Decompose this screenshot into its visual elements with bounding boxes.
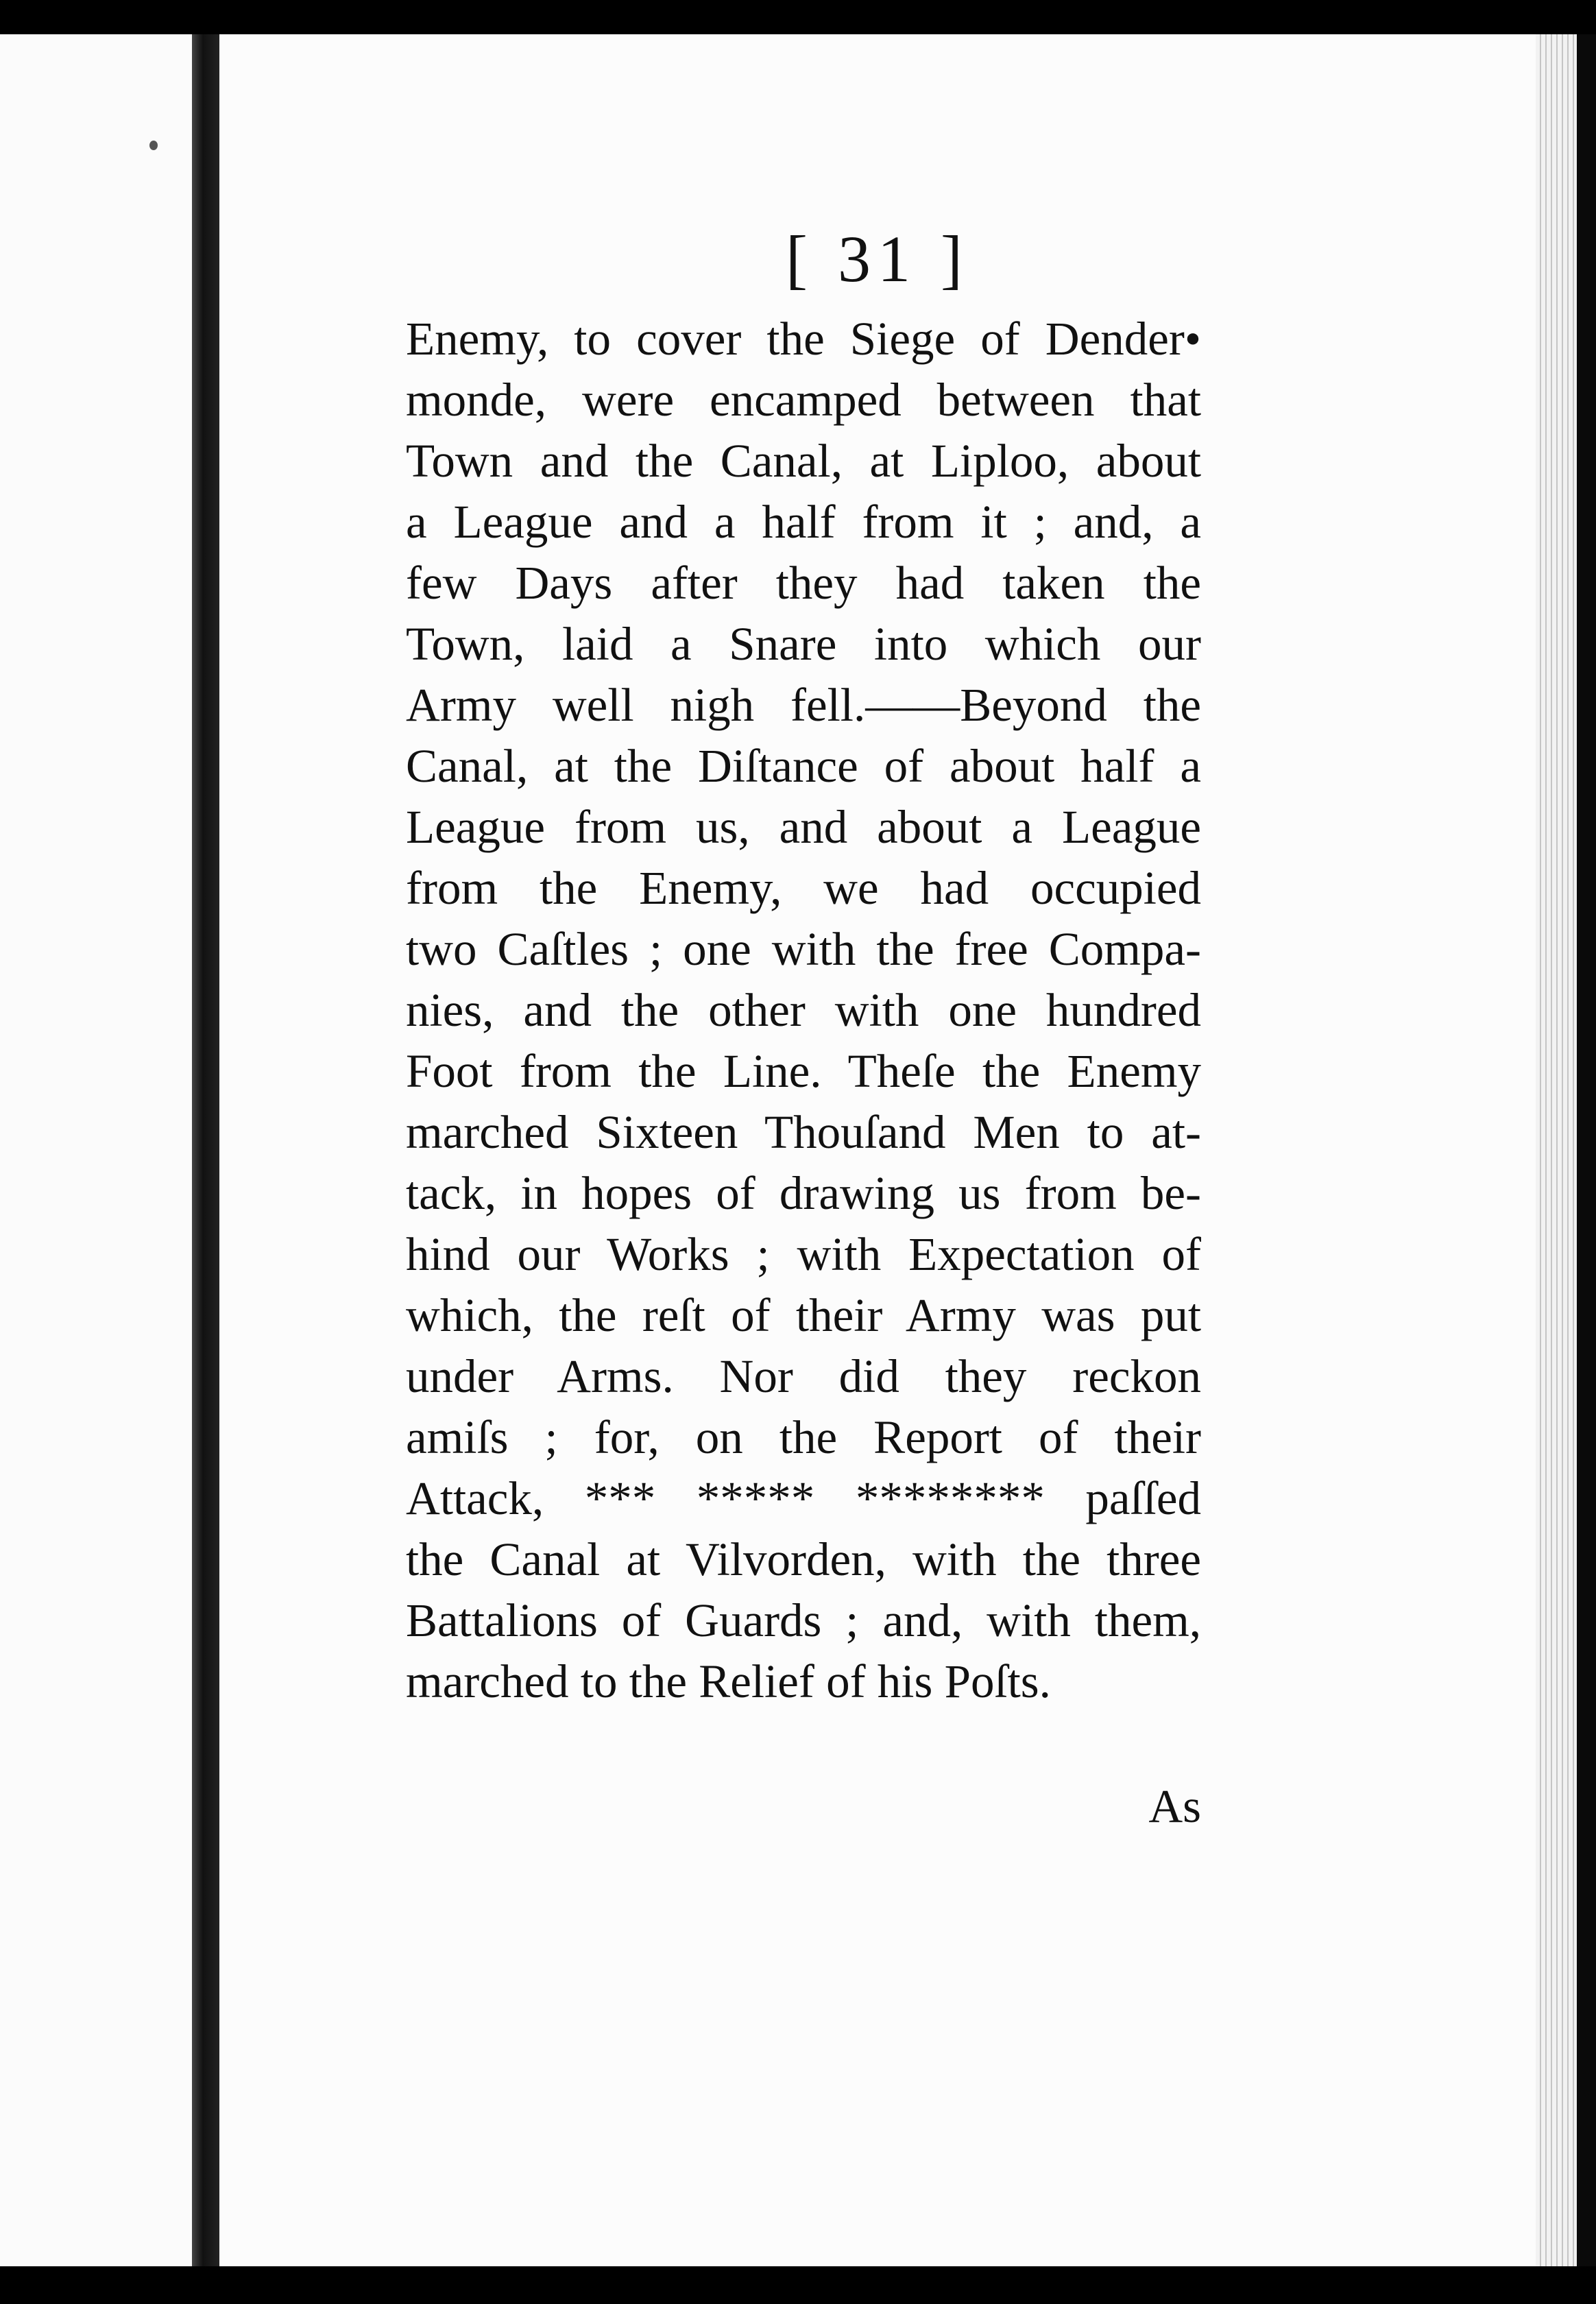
page-number: [ 31 ] [786, 222, 969, 296]
text-line: marched to the Relief of his Poſts. [406, 1655, 1051, 1707]
text-line: which, the reſt of their Army was put [406, 1289, 1201, 1341]
catchword: As [1148, 1780, 1201, 1832]
text-line: monde, were encamped between that [406, 374, 1201, 426]
text-line: tack, in hopes of drawing us from be- [406, 1167, 1201, 1219]
text-line: Town, laid a Snare into which our [406, 618, 1201, 670]
text-line: under Arms. Nor did they reckon [406, 1350, 1201, 1402]
text-line: Town and the Canal, at Liploo, about [406, 435, 1201, 487]
text-line: Army well nigh fell.——Beyond the [406, 679, 1201, 731]
text-line: amiſs ; for, on the Report of their [406, 1411, 1201, 1463]
text-line: the Canal at Vilvorden, with the three [406, 1533, 1201, 1585]
body-text [406, 309, 1201, 1712]
margin-mark [149, 141, 158, 150]
text-line: Enemy, to cover the Siege of Dender• [406, 313, 1201, 365]
text-line: hind our Works ; with Expectation of [406, 1228, 1201, 1280]
text-line: two Caſtles ; one with the free Compa- [406, 923, 1201, 975]
text-line: marched Sixteen Thouſand Men to at- [406, 1106, 1201, 1158]
text-line: few Days after they had taken the [406, 557, 1201, 609]
text-line: from the Enemy, we had occupied [406, 862, 1201, 914]
edge-shadow [1577, 34, 1596, 2266]
text-line: Foot from the Line. Theſe the Enemy [406, 1045, 1201, 1097]
page-edges [1536, 34, 1577, 2266]
left-page [0, 34, 192, 2266]
text-line: League from us, and about a League [406, 801, 1201, 853]
text-line: a League and a half from it ; and, a [406, 496, 1201, 548]
book-gutter [192, 34, 219, 2266]
text-line: nies, and the other with one hundred [406, 984, 1201, 1036]
text-line: Battalions of Guards ; and, with them, [406, 1594, 1201, 1646]
text-line: Attack, *** ***** ******** paſſed [406, 1472, 1201, 1524]
text-line: Canal, at the Diſtance of about half a [406, 740, 1201, 792]
